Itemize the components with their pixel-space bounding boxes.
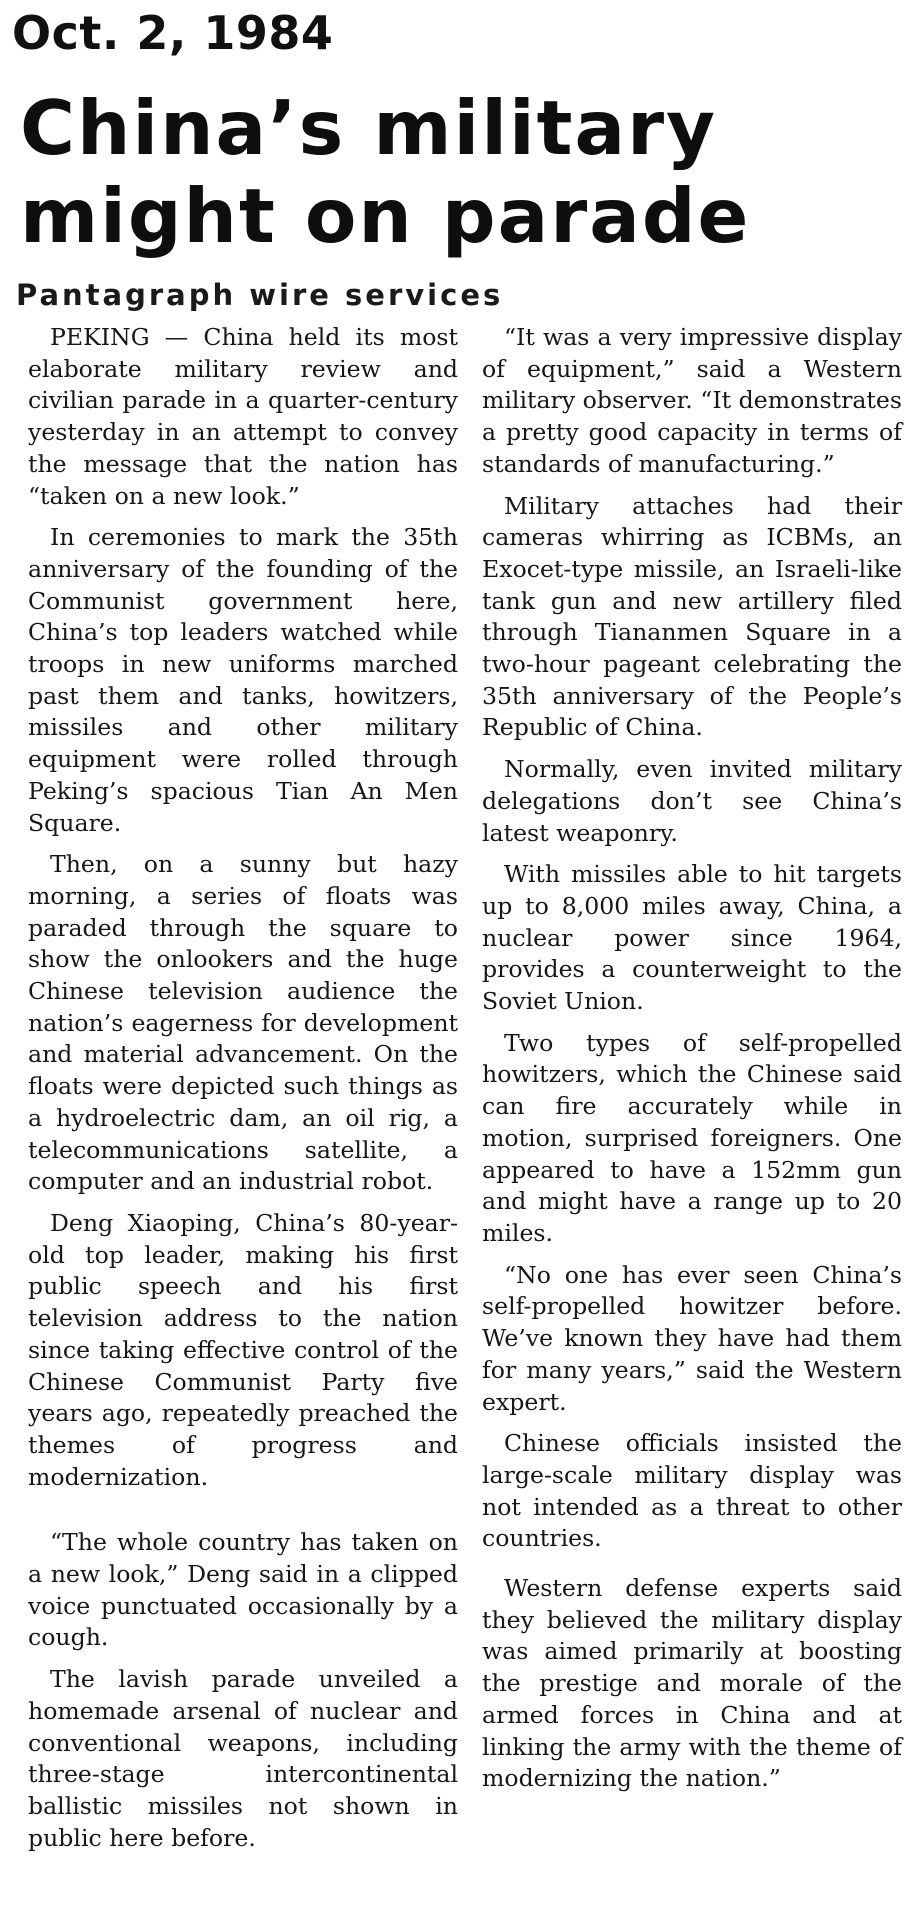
paragraph: “It was a very impressive display of equipment,” said a Western military observer. “It demonstrates a pretty good capacity in terms of standards of manufacturing.” (482, 323, 902, 478)
left-column (28, 322, 458, 1864)
paragraph: With missiles able to hit targets up to 8,000 miles away, China, a nuclear power since 1964, provides a counterweight to the Soviet Union. (482, 860, 902, 1016)
paragraph: Deng Xiaoping, China’s 80-year-old top leader, making his first public speech and his first television address to the nation since taking effective control of the Chinese Communist Party five years ago, repeatedly preached the themes of progress and modernization. (28, 1208, 458, 1491)
paragraph: “The whole country has taken on a new look,” Deng said in a clipped voice punctuated occasionally by a cough. (28, 1528, 458, 1652)
byline: Pantagraph wire services (16, 278, 504, 312)
paragraph: The lavish parade unveiled a homemade arsenal of nuclear and conventional weapons, including three-stage intercontinental ballistic missiles not shown in public here before. (28, 1665, 458, 1852)
paragraph: Military attaches had their cameras whirring as ICBMs, an Exocet-type missile, an Israeli-like tank gun and new artillery filed through Tiananmen Square in a two-hour pageant celebrating the 35th anniversary of the People’s Republic of China. (482, 491, 902, 742)
paragraph: PEKING — China held its most elaborate military review and civilian parade in a quarter-century yesterday in an attempt to convey the message that the nation has “taken on a new look.” (28, 323, 458, 510)
paragraph: Two types of self-propelled howitzers, which the Chinese said can fire accurately while in motion, surprised foreigners. One appeared to have a 152mm gun and might have a range up to 20 miles. (482, 1028, 902, 1247)
publication-date: Oct. 2, 1984 (12, 6, 334, 60)
paragraph: “No one has ever seen China’s self-propelled howitzer before. We’ve known they have had them for many years,” said the Western expert. (482, 1260, 902, 1416)
paragraph: Western defense experts said they believed the military display was aimed primarily at boosting the prestige and morale of the armed forces in China and at linking the army with the theme of modernizing the nation.” (482, 1574, 902, 1793)
paragraph: In ceremonies to mark the 35th anniversary of the founding of the Communist government here, China’s top leaders watched while troops in new uniforms marched past them and tanks, howitzers, missiles and other military equipment were rolled through Peking’s spacious Tian An Men Square. (28, 523, 458, 837)
headline: China’s military might on parade (20, 84, 751, 260)
paragraph: Then, on a sunny but hazy morning, a series of floats was paraded through the square to show the onlookers and the huge Chinese television audience the nation’s eagerness for development and material advancement. On the floats were depicted such things as a hydroelectric dam, an oil rig, a telecommunications satellite, a computer and an industrial robot. (28, 850, 458, 1196)
paragraph: Normally, even invited military delegations don’t see China’s latest weaponry. (482, 755, 902, 847)
paragraph: Chinese officials insisted the large-scale military display was not intended as a threat to other countries. (482, 1429, 902, 1553)
right-column (482, 322, 902, 1805)
